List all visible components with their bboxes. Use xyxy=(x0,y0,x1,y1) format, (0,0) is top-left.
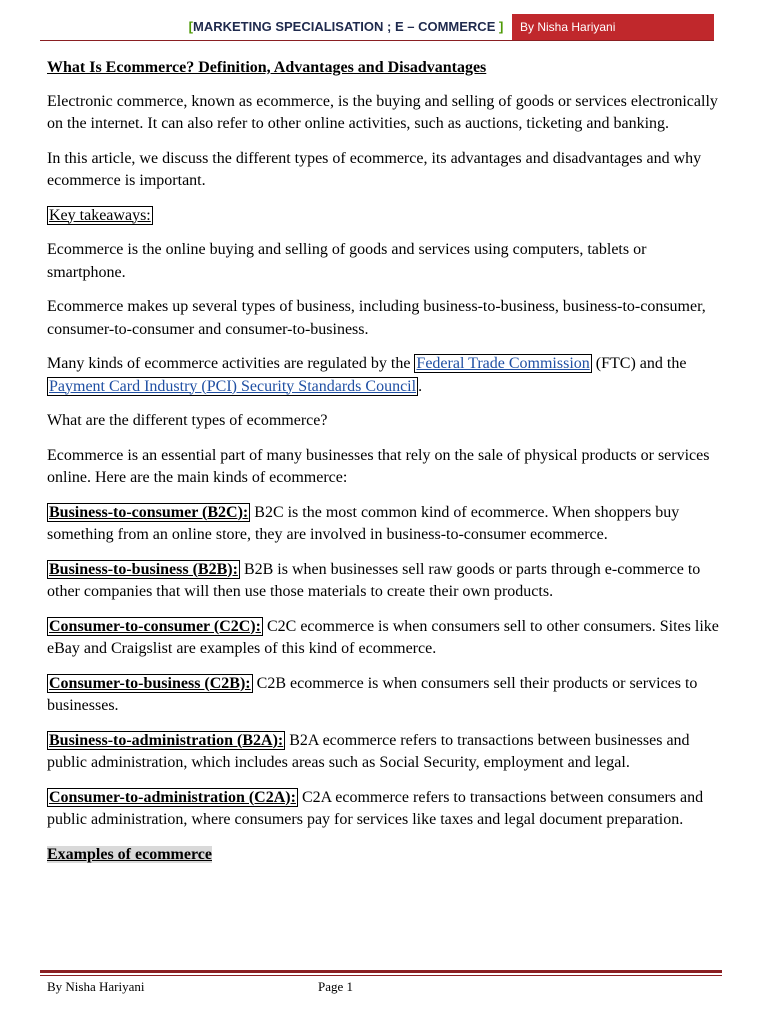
types-question: What are the different types of ecommerce? xyxy=(47,412,328,429)
footer-rule xyxy=(40,970,722,973)
type-label: Consumer-to-business (C2B): xyxy=(49,674,251,692)
header-rule xyxy=(40,40,714,41)
type-label: Consumer-to-consumer (C2C): xyxy=(49,617,261,635)
page-number: Page 1 xyxy=(318,979,354,994)
intro-paragraph-2: In this article, we discuss the different types of ecommerce, its advantages and disadvantages and why ecommerce is important. xyxy=(47,149,702,189)
regulation-paragraph xyxy=(47,353,727,398)
article-body xyxy=(47,57,727,878)
key-takeaways-heading xyxy=(47,205,727,228)
header-author: By Nisha Hariyani xyxy=(512,14,714,40)
type-label: Business-to-administration (B2A): xyxy=(49,731,284,749)
type-b2a xyxy=(47,730,727,775)
ftc-link[interactable]: Federal Trade Commission xyxy=(416,355,590,372)
regulation-text-mid: (FTC) and the xyxy=(591,355,687,372)
type-text: B2C is the most common kind of ecommerce. When shoppers buy something from an online store, they are involved in business-to-consumer ecommerce. xyxy=(47,503,680,543)
type-b2b xyxy=(47,559,727,604)
examples-heading-text: Examples of ecommerce xyxy=(47,845,212,863)
footer-author: By Nisha Hariyani xyxy=(47,979,145,994)
key-takeaways-label: Key takeaways: xyxy=(49,206,151,224)
type-text: C2C ecommerce is when consumers sell to other consumers. Sites like eBay and Craigslist are examples of this kind of ecommerce. xyxy=(47,617,719,657)
header-banner xyxy=(181,14,511,40)
regulation-text-end: . xyxy=(418,377,423,395)
type-c2a xyxy=(47,787,727,832)
regulation-text-pre: Many kinds of ecommerce activities are regulated by the xyxy=(47,355,415,372)
type-c2c xyxy=(47,616,727,661)
takeaway-paragraph-2: Ecommerce makes up several types of business, including business-to-business, business-to-consumer, consumer-to-consumer and consumer-to-business. xyxy=(47,298,706,338)
type-label: Consumer-to-administration (C2A): xyxy=(49,788,296,806)
type-text: B2B is when businesses sell raw goods or parts through e-commerce to other companies that will then use those materials to create their own products. xyxy=(47,560,701,600)
type-c2b xyxy=(47,673,727,718)
footer-rule-thin xyxy=(40,975,722,976)
header-banner-text: MARKETING SPECIALISATION ; E – COMMERCE xyxy=(192,19,496,34)
pci-link[interactable]: Payment Card Industry (PCI) Security Standards Council xyxy=(49,377,417,395)
intro-paragraph-1: Electronic commerce, known as ecommerce, is the buying and selling of goods or services electronically on the internet. It can also refer to other online activities, such as auctions, ticketing and banking. xyxy=(47,92,718,132)
header-bracket-close: ] xyxy=(499,19,504,34)
type-text: C2B ecommerce is when consumers sell their products or services to businesses. xyxy=(47,674,698,714)
article-title: What Is Ecommerce? Definition, Advantages and Disadvantages xyxy=(47,59,487,76)
takeaway-paragraph-1: Ecommerce is the online buying and selling of goods and services using computers, tablets or smartphone. xyxy=(47,241,647,281)
type-label: Business-to-consumer (B2C): xyxy=(49,503,249,521)
header-bracket-open: [ xyxy=(188,19,193,34)
type-text: C2A ecommerce refers to transactions between consumers and public administration, where consumers pay for services like taxes and legal document preparation. xyxy=(47,788,704,828)
type-label: Business-to-business (B2B): xyxy=(49,560,238,578)
type-b2c xyxy=(47,502,727,547)
examples-heading xyxy=(47,844,727,867)
type-text: B2A ecommerce refers to transactions between businesses and public administration, which includes areas such as Social Security, employment and legal. xyxy=(47,731,690,771)
types-intro: Ecommerce is an essential part of many businesses that rely on the sale of physical products or services online. Here are the main kinds of ecommerce: xyxy=(47,446,710,486)
